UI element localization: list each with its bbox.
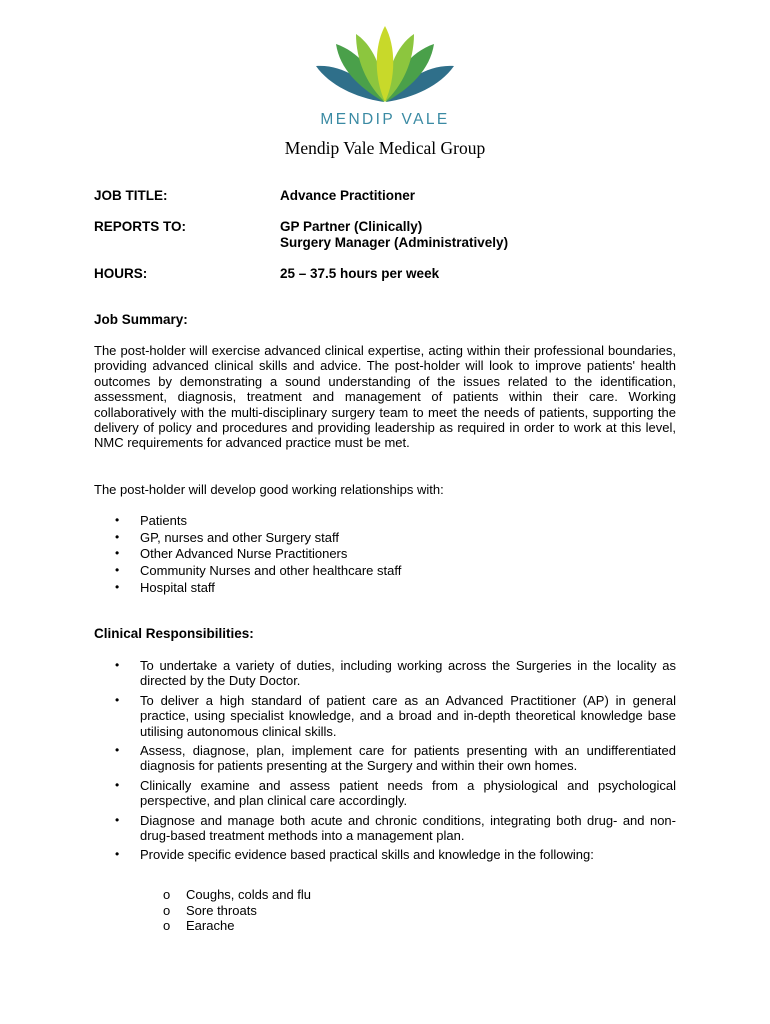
- reports-to-value-1: GP Partner (Clinically): [280, 219, 423, 234]
- circle-bullet-icon: o: [163, 902, 171, 918]
- list-item: • Clinically examine and assess patient needs from a physiological and psychological perspective, and plan clinical care accordingly.: [115, 777, 676, 809]
- bullet-icon: •: [115, 847, 120, 862]
- list-item: o Coughs, colds and flu: [163, 887, 312, 902]
- relationships-intro: The post-holder will develop good working relationships with:: [94, 482, 444, 497]
- bullet-icon: •: [115, 777, 120, 792]
- bullet-icon: •: [115, 692, 120, 707]
- list-item: • Hospital staff: [115, 579, 215, 595]
- list-item: • Other Advanced Nurse Practitioners: [115, 546, 348, 562]
- job-summary-paragraph: The post-holder will exercise advanced clinical expertise, acting within their professional boundaries, providing advanced clinical skills and advice. The post-holder will look to improve patients' health outcomes by demonstrating a sound understanding of the issues related to the identification, assessment, diagnosis, treatment and management of patients within their care. Working collaboratively with the multi-disciplinary surgery team to meet the needs of patients, supporting the delivery of policy and procedures and providing leadership as required in order to work at this level, NMC requirements for advanced practice must be met.: [94, 343, 676, 451]
- bullet-icon: •: [115, 743, 120, 758]
- list-item: • GP, nurses and other Surgery staff: [115, 529, 339, 545]
- mendip-vale-logo: [312, 26, 458, 106]
- relationships-list: [94, 513, 676, 597]
- hours-value: 25 – 37.5 hours per week: [280, 266, 440, 281]
- circle-bullet-icon: o: [163, 887, 171, 902]
- reports-to-value-2: Surgery Manager (Administratively): [280, 235, 509, 250]
- job-title-label: JOB TITLE:: [94, 188, 168, 203]
- list-item: • To undertake a variety of duties, including working across the Surgeries in the locality as directed by the Duty Doctor.: [115, 658, 676, 689]
- list-item: • Provide specific evidence based practical skills and knowledge in the following:: [115, 847, 594, 863]
- clinical-responsibilities-heading: Clinical Responsibilities:: [94, 626, 254, 641]
- job-title-value: Advance Practitioner: [280, 188, 416, 203]
- clinical-responsibilities-list: [94, 658, 676, 867]
- list-item: o Sore throats: [163, 902, 257, 918]
- clinical-subitems-list: [94, 887, 676, 934]
- list-item: • To deliver a high standard of patient care as an Advanced Practitioner (AP) in general practice, using specialist knowledge, and a broad and in-depth theoretical knowledge base utilising autonomous clinical skills.: [115, 692, 676, 739]
- bullet-icon: •: [115, 579, 120, 594]
- bullet-icon: •: [115, 658, 120, 672]
- bullet-icon: •: [115, 563, 120, 578]
- list-item: • Community Nurses and other healthcare staff: [115, 563, 402, 579]
- bullet-icon: •: [115, 529, 120, 544]
- circle-bullet-icon: o: [163, 918, 171, 934]
- reports-to-label: REPORTS TO:: [94, 219, 187, 234]
- list-item: o Earache: [163, 918, 235, 934]
- job-summary-heading: Job Summary:: [94, 312, 188, 327]
- bullet-icon: •: [115, 513, 120, 527]
- list-item: • Patients: [115, 513, 187, 528]
- logo-text: MENDIP VALE: [320, 111, 450, 128]
- bullet-icon: •: [115, 812, 120, 827]
- organization-name: Mendip Vale Medical Group: [284, 138, 486, 158]
- hours-label: HOURS:: [94, 266, 148, 281]
- list-item: • Diagnose and manage both acute and chronic conditions, integrating both drug- and non-drug-based treatment methods into a management plan.: [115, 812, 676, 844]
- list-item: • Assess, diagnose, plan, implement care for patients presenting with an undifferentiated diagnosis for patients presenting at the Surgery and within their own homes.: [115, 743, 676, 774]
- bullet-icon: •: [115, 546, 120, 561]
